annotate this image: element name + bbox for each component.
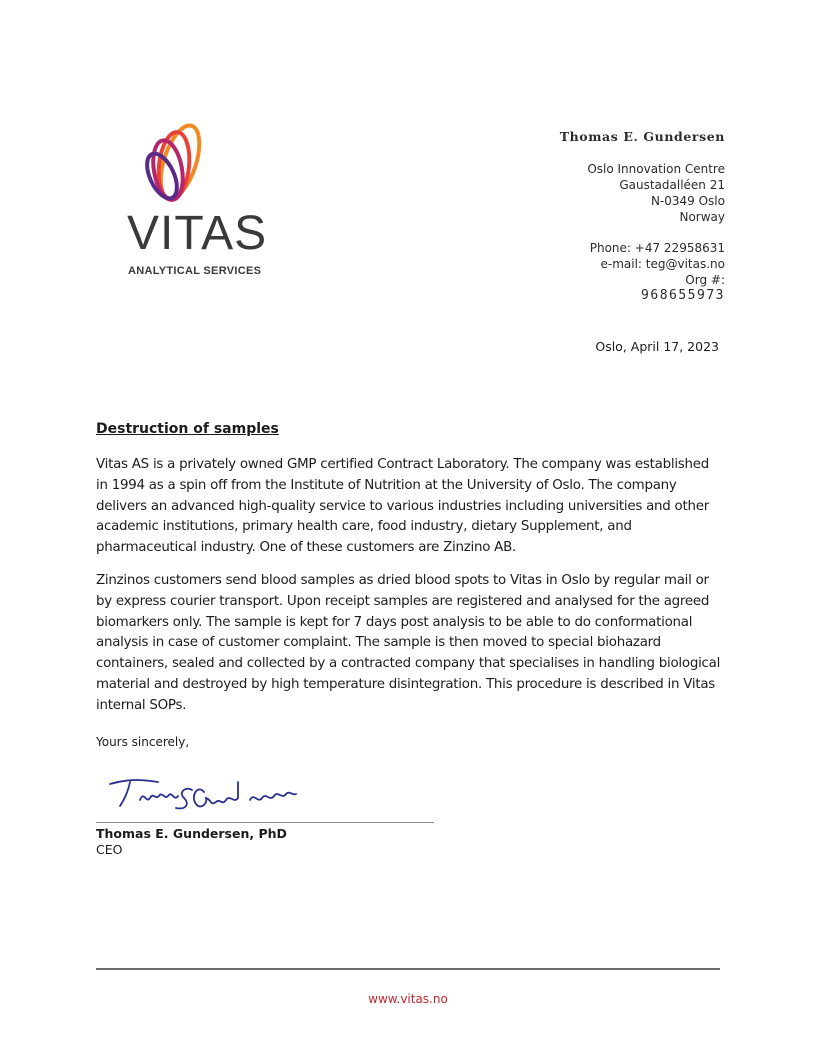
- address-line-3: N-0349 Oslo: [650, 194, 725, 208]
- closing-salutation: Yours sincerely,: [96, 734, 190, 749]
- body-paragraph-1: Vitas AS is a privately owned GMP certified Contract Laboratory. The company was established in 1994 as a spin off from the Institute of Nutrition at the University of Oslo. The company delivers an advanced high-quality service to various industries including universities and other academic institutions, primary health care, food industry, dietary Supplement, and pharmaceutical industry. One of these customers are Zinzino AB.: [96, 457, 709, 556]
- handwritten-signature: [100, 770, 330, 820]
- signer-block: [96, 826, 287, 858]
- sender-name: Thomas E. Gundersen: [559, 129, 725, 144]
- signature-line: [96, 822, 434, 823]
- vitas-logo: [124, 122, 268, 282]
- letter-subject: Destruction of samples: [96, 421, 279, 437]
- body-paragraph-2: Zinzinos customers send blood samples as dried blood spots to Vitas in Oslo by regular mail or by express courier transport. Upon receipt samples are registered and analysed for the agreed biomarkers only. The sample is kept for 7 days post analysis to be able to do conformational analysis in case of customer complaint. The sample is then moved to special biohazard containers, sealed and collected by a contracted company that specialises in handling biological material and destroyed by high temperature disintegration. This procedure is described in Vitas internal SOPs.: [96, 572, 721, 713]
- signer-title: CEO: [96, 842, 123, 857]
- sender-email: e-mail: teg@vitas.no: [600, 257, 725, 271]
- letter-date: Oslo, April 17, 2023: [595, 339, 719, 354]
- footer-website-link[interactable]: www.vitas.no: [368, 992, 448, 1006]
- sender-phone: Phone: +47 22958631: [589, 241, 725, 255]
- logo-emblem-icon: [138, 122, 218, 207]
- footer-divider: [96, 968, 720, 970]
- org-number: 968655973: [641, 288, 725, 303]
- logo-tagline: ANALYTICAL SERVICES: [128, 265, 262, 277]
- letter-body: [96, 421, 721, 749]
- address-line-1: Oslo Innovation Centre: [587, 162, 725, 176]
- address-line-2: Gaustadalléen 21: [619, 178, 725, 192]
- signer-name: Thomas E. Gundersen, PhD: [96, 826, 287, 841]
- sender-block: [560, 129, 725, 304]
- org-label: Org #:: [685, 273, 725, 287]
- address-line-4: Norway: [679, 210, 725, 224]
- logo-brand-text: VITAS: [127, 207, 268, 260]
